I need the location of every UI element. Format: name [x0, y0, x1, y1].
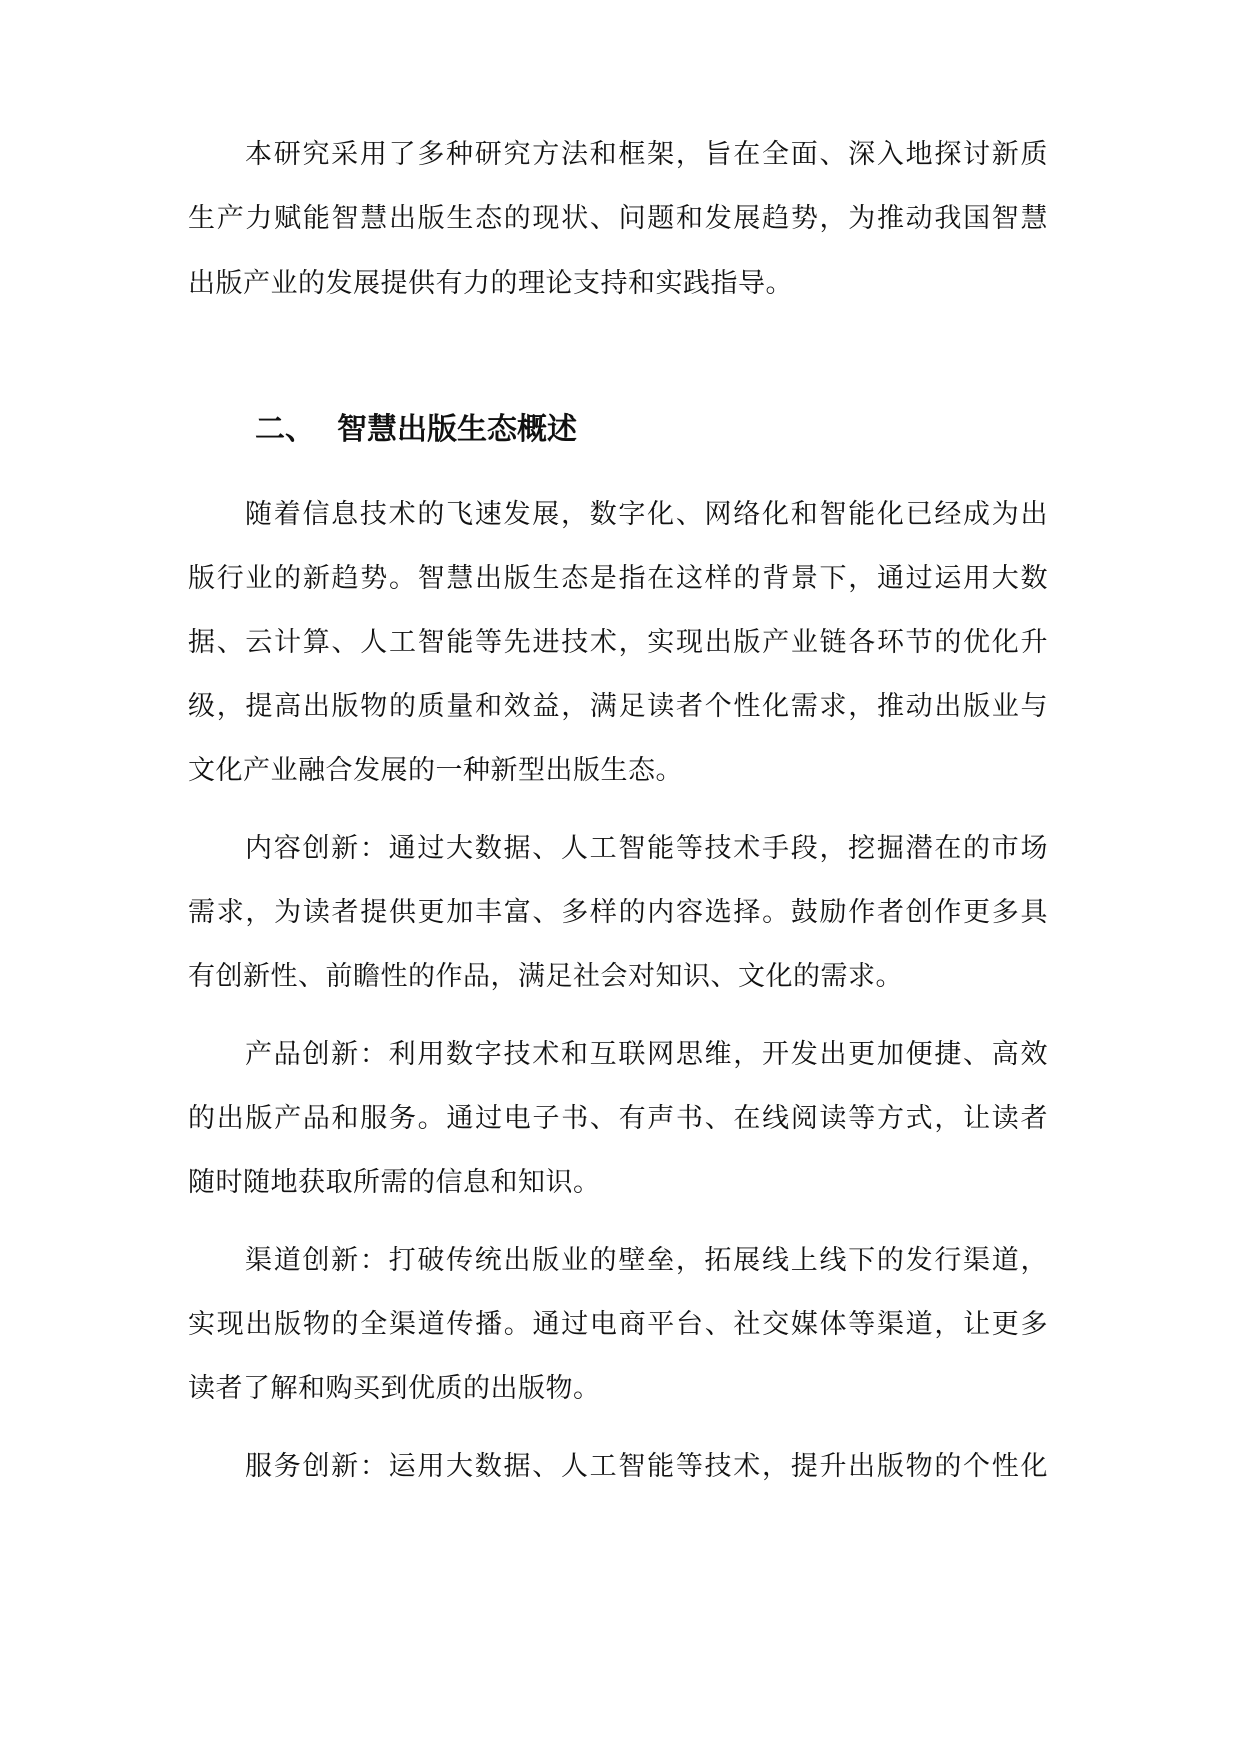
- content-innovation-line-1: 内容创新：通过大数据、人工智能等技术手段，挖掘潜在的市场: [245, 833, 1048, 864]
- section-number: 二、: [255, 412, 315, 447]
- overview-line-4: 级，提高出版物的质量和效益，满足读者个性化需求，推动出版业与: [188, 691, 1048, 722]
- product-innovation-line-2: 的出版产品和服务。通过电子书、有声书、在线阅读等方式，让读者: [188, 1103, 1048, 1134]
- service-innovation-line-1: 服务创新：运用大数据、人工智能等技术，提升出版物的个性化: [245, 1451, 1048, 1482]
- section-title: 智慧出版生态概述: [337, 412, 577, 447]
- channel-innovation-line-1: 渠道创新：打破传统出版业的壁垒，拓展线上线下的发行渠道，: [245, 1245, 1048, 1276]
- intro-line-2: 生产力赋能智慧出版生态的现状、问题和发展趋势，为推动我国智慧: [188, 203, 1048, 234]
- channel-innovation-line-2: 实现出版物的全渠道传播。通过电商平台、社交媒体等渠道，让更多: [188, 1309, 1048, 1340]
- product-innovation-line-1: 产品创新：利用数字技术和互联网思维，开发出更加便捷、高效: [245, 1039, 1048, 1070]
- channel-innovation-line-3: 读者了解和购买到优质的出版物。: [188, 1373, 601, 1404]
- content-innovation-line-2: 需求，为读者提供更加丰富、多样的内容选择。鼓励作者创作更多具: [188, 897, 1048, 928]
- product-innovation-line-3: 随时随地获取所需的信息和知识。: [188, 1167, 601, 1198]
- content-innovation-line-3: 有创新性、前瞻性的作品，满足社会对知识、文化的需求。: [188, 961, 903, 992]
- intro-line-1: 本研究采用了多种研究方法和框架，旨在全面、深入地探讨新质: [245, 139, 1048, 170]
- overview-line-5: 文化产业融合发展的一种新型出版生态。: [188, 755, 683, 786]
- section-heading: [255, 410, 577, 450]
- intro-line-3: 出版产业的发展提供有力的理论支持和实践指导。: [188, 268, 793, 299]
- overview-line-1: 随着信息技术的飞速发展，数字化、网络化和智能化已经成为出: [245, 499, 1048, 530]
- overview-line-2: 版行业的新趋势。智慧出版生态是指在这样的背景下，通过运用大数: [188, 563, 1048, 594]
- overview-line-3: 据、云计算、人工智能等先进技术，实现出版产业链各环节的优化升: [188, 627, 1048, 658]
